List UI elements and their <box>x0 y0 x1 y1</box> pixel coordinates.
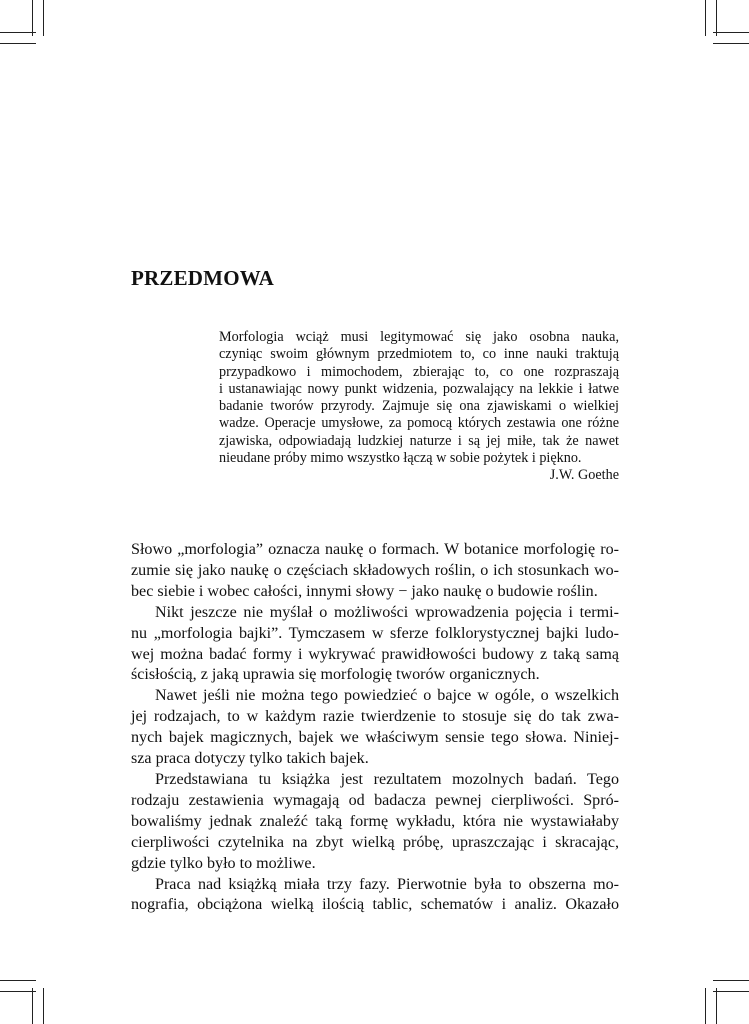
epigraph-line: badanie tworów przyrody. Zajmuje się ona zjawiskami o wielkiej <box>219 398 619 415</box>
epigraph-line: przypadkowo i mimochodem, zbierając to, co one rozpraszają <box>219 363 619 380</box>
paragraph-line: sza praca dotyczy tylko takich bajek. <box>131 750 369 768</box>
paragraph-line: bec siebie i wobec całości, innymi słowy − jako naukę o budowie roślin. <box>131 582 598 600</box>
paragraph-line: zumie się jako naukę o częściach składowych roślin, o ich stosunkach wo- <box>131 561 619 579</box>
paragraph-line: nografia, obciążona wielką ilością tablic, schematów i analiz. Okazało <box>131 896 619 914</box>
paragraph-line: Przedstawiana tu książka jest rezultatem mozolnych badań. Tego <box>155 770 619 788</box>
epigraph-author: J.W. Goethe <box>549 467 619 484</box>
paragraph-line: Nikt jeszcze nie myślał o możliwości wprowadzenia pojęcia i termi- <box>155 603 619 621</box>
paragraph-line: cierpliwości czytelnika na zbyt wielką próbę, upraszczając i skracając, <box>131 833 619 851</box>
epigraph-line: zjawiska, odpowiadają ludzkiej naturze i są jej miłe, tak że nawet <box>219 432 619 449</box>
epigraph-line: nieudane próby mimo wszystko łączą w sobie pożytek i piękno. <box>219 450 582 467</box>
paragraph-line: jej rodzajach, to w każdym razie twierdzenie to stosuje się do tak zwa- <box>131 708 619 726</box>
epigraph-line: wadze. Operacje umysłowe, za pomocą których zestawia one różne <box>219 415 619 432</box>
page-title: PRZEDMOWA <box>131 266 274 290</box>
paragraph-line: rodzaju zestawienia wymagają od badacza pewnej cierpliwości. Spró- <box>131 791 619 809</box>
paragraph-line: nych bajek magicznych, bajek we właściwym sensie tego słowa. Niniej- <box>131 729 619 747</box>
paragraph-line: gdzie tylko było to możliwe. <box>131 854 316 872</box>
paragraph-line: Słowo „morfologia” oznacza naukę o formach. W botanice morfologię ro- <box>131 541 619 558</box>
paragraph-line: nu „morfologia bajki”. Tymczasem w sferze folklorystycznej bajki ludo- <box>131 624 619 642</box>
epigraph-line: czyniąc swoim głównym przedmiotem to, co inne nauki traktują <box>219 346 619 363</box>
paragraph-line: Praca nad książką miała trzy fazy. Pierwotnie była to obszerna mo- <box>155 875 619 893</box>
paragraph-line: wej można badać formy i wykrywać prawidłowości budowy z taką samą <box>131 645 619 663</box>
paragraph-line: Nawet jeśli nie można tego powiedzieć o bajce w ogóle, o wszelkich <box>155 687 619 705</box>
paragraph-line: bowaliśmy jednak znaleźć taką formę wykładu, która nie wystawiałaby <box>131 812 619 830</box>
paragraph-line: ścisłością, z jaką uprawia się morfologię tworów organicznych. <box>131 666 540 684</box>
body-text <box>131 540 619 916</box>
epigraph-line: i ustanawiając nowy punkt widzenia, pozwalający na lekkie i łatwe <box>219 380 619 397</box>
epigraph <box>219 329 619 485</box>
epigraph-line: Morfologia wciąż musi legitymować się jako osobna nauka, <box>219 329 619 345</box>
